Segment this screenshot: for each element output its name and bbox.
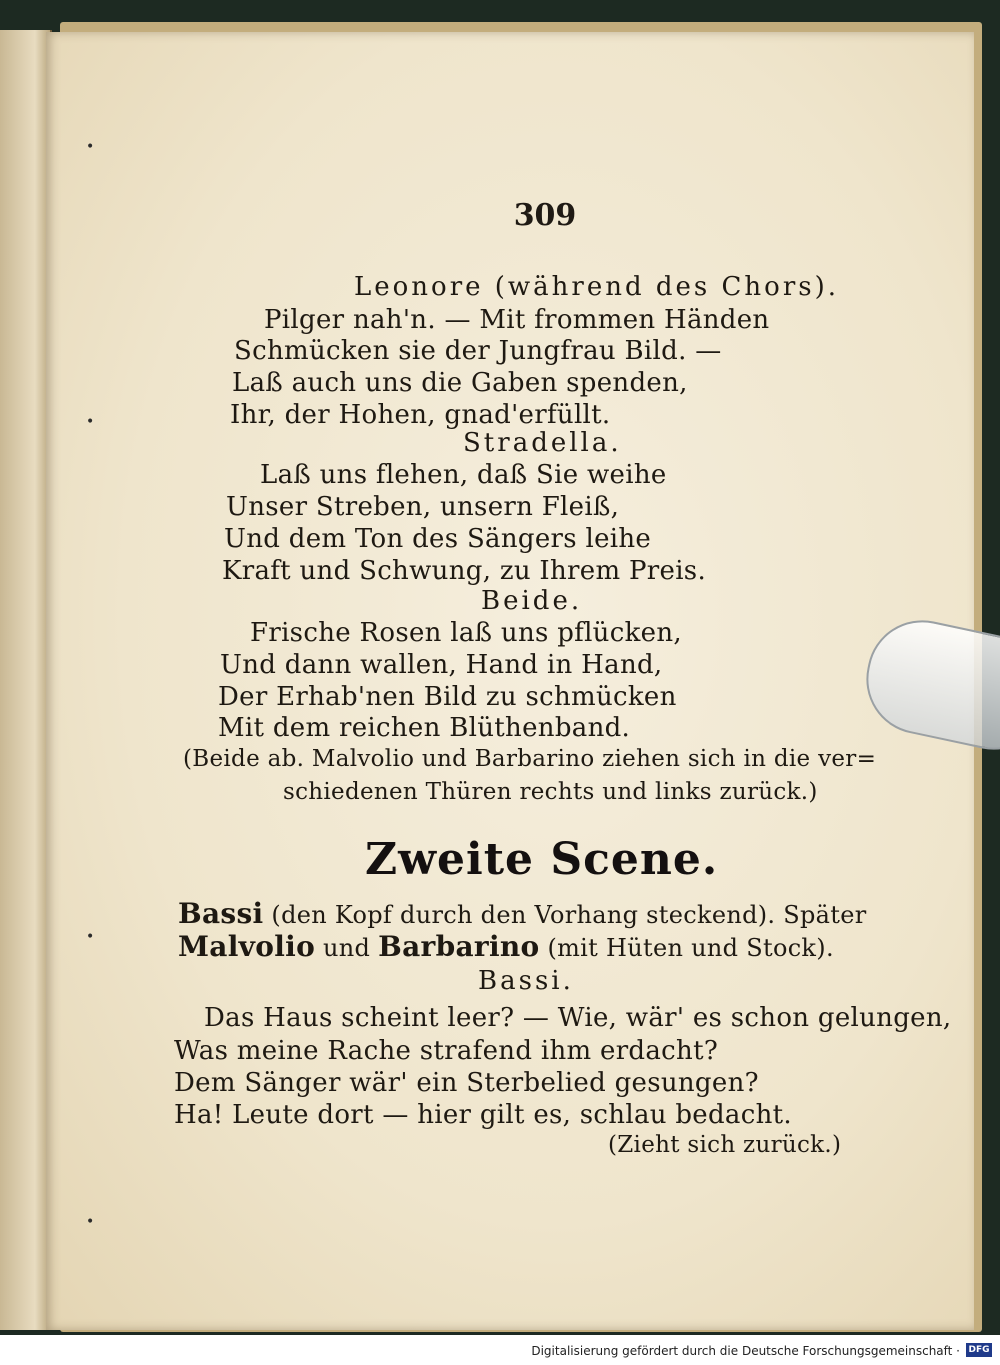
verse-line: Und dem Ton des Sängers leihe: [224, 524, 652, 554]
stage-direction: schiedenen Thüren rechts und links zurück.): [283, 779, 818, 805]
verse-line: Ha! Leute dort — hier gilt es, schlau bedacht.: [174, 1100, 792, 1130]
stage-direction-text: (den Kopf durch den Vorhang steckend). Später: [263, 901, 867, 929]
stage-direction-text: und: [315, 934, 379, 962]
verse-line: Laß auch uns die Gaben spenden,: [232, 368, 688, 398]
verse-line: Unser Streben, unsern Fleiß,: [226, 492, 620, 522]
character-name: Barbarino: [378, 930, 540, 963]
verse-line: Kraft und Schwung, zu Ihrem Preis.: [222, 556, 707, 586]
verse-line: Was meine Rache strafend ihm erdacht?: [174, 1036, 719, 1066]
verse-line: Schmücken sie der Jungfrau Bild. —: [234, 336, 722, 366]
footer-credit: Digitalisierung gefördert durch die Deutsche Forschungsgemeinschaft ·: [531, 1344, 960, 1358]
verse-line: Pilger nah'n. — Mit frommen Händen: [264, 305, 770, 335]
stage-direction: [178, 930, 834, 963]
stitch-mark: •: [86, 929, 95, 945]
dfg-logo: DFG: [966, 1343, 992, 1357]
verse-line: Das Haus scheint leer? — Wie, wär' es schon gelungen,: [204, 1003, 952, 1033]
verse-line: Ihr, der Hohen, gnad'erfüllt.: [230, 400, 611, 430]
scene-title: Zweite Scene.: [365, 834, 719, 885]
stage-direction: [178, 897, 867, 930]
stitch-mark: •: [86, 139, 95, 155]
stitch-mark: •: [86, 414, 95, 430]
footer-bar: [0, 1335, 1000, 1365]
stitch-mark: •: [86, 1214, 95, 1230]
character-name: Malvolio: [178, 930, 316, 963]
speaker-line: Leonore (während des Chors).: [354, 272, 840, 302]
page-number: 309: [513, 198, 577, 233]
stage-direction: (Zieht sich zurück.): [608, 1132, 842, 1158]
verse-line: Der Erhab'nen Bild zu schmücken: [218, 682, 677, 712]
stage-direction: (Beide ab. Malvolio und Barbarino ziehen sich in die ver=: [183, 746, 877, 772]
character-name: Bassi: [178, 897, 264, 930]
speaker-name: Bassi.: [478, 966, 574, 996]
verse-line: Laß uns flehen, daß Sie weihe: [260, 460, 667, 490]
stage-direction-text: (mit Hüten und Stock).: [539, 934, 834, 962]
verse-line: Frische Rosen laß uns pflücken,: [250, 618, 682, 648]
verse-line: Dem Sänger wär' ein Sterbelied gesungen?: [174, 1068, 759, 1098]
verse-line: Mit dem reichen Blüthenband.: [218, 713, 631, 743]
verse-line: Und dann wallen, Hand in Hand,: [220, 650, 663, 680]
speaker-name: Stradella.: [463, 428, 622, 458]
speaker-name: Beide.: [481, 586, 583, 616]
